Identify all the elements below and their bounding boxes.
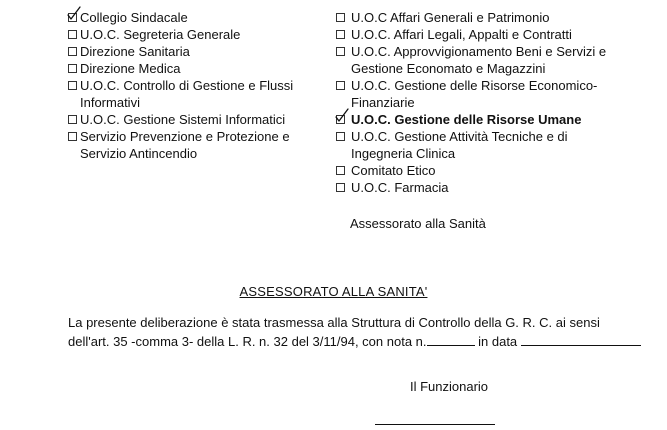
left-item bbox=[68, 9, 318, 26]
section-heading: ASSESSORATO ALLA SANITA' bbox=[239, 284, 428, 299]
paragraph-text-1: La presente deliberazione è stata trasmessa alla Struttura di Controllo della G. R. C. ai sensi dell'art. 35 -comma 3- della L. R. n. 32 del 3/11/94, con nota n. bbox=[68, 315, 600, 349]
transmission-paragraph bbox=[68, 313, 643, 351]
left-item bbox=[68, 43, 318, 60]
right-item bbox=[336, 128, 626, 162]
right-item bbox=[336, 9, 626, 26]
left-item bbox=[68, 128, 318, 162]
distribution-list-left bbox=[68, 9, 318, 162]
right-item-label: U.O.C Affari Generali e Patrimonio bbox=[351, 10, 550, 25]
handwritten-check-icon bbox=[335, 108, 349, 124]
date-blank bbox=[521, 332, 641, 346]
left-item-label: Direzione Medica bbox=[80, 61, 181, 76]
checkbox bbox=[336, 132, 345, 141]
right-item-label: U.O.C. Gestione Attività Tecniche e di Ingegneria Clinica bbox=[351, 129, 568, 161]
checkbox bbox=[336, 183, 345, 192]
left-item-label: U.O.C. Controllo di Gestione e Flussi Informativi bbox=[80, 78, 294, 110]
right-item bbox=[336, 179, 626, 196]
right-item bbox=[336, 111, 626, 128]
checkbox bbox=[68, 30, 77, 39]
left-item-label: Direzione Sanitaria bbox=[80, 44, 190, 59]
right-item bbox=[336, 26, 626, 43]
checkbox bbox=[68, 115, 77, 124]
signature-label: Il Funzionario bbox=[410, 379, 489, 394]
left-item-label: Collegio Sindacale bbox=[80, 10, 188, 25]
right-item bbox=[336, 43, 626, 77]
left-item bbox=[68, 26, 318, 43]
checkbox bbox=[68, 47, 77, 56]
right-item-label: U.O.C. Farmacia bbox=[351, 180, 449, 195]
right-item-label: Comitato Etico bbox=[351, 163, 436, 178]
checkbox bbox=[336, 47, 345, 56]
right-item-label: U.O.C. Gestione delle Risorse Umane bbox=[351, 112, 582, 127]
left-item-label: Servizio Prevenzione e Protezione e Servizio Antincendio bbox=[80, 129, 290, 161]
left-item bbox=[68, 111, 318, 128]
checked-checkbox bbox=[68, 13, 77, 22]
left-item-label: U.O.C. Gestione Sistemi Informatici bbox=[80, 112, 286, 127]
signature-line bbox=[375, 424, 495, 425]
right-item bbox=[336, 77, 626, 111]
distribution-list-right bbox=[336, 9, 626, 196]
right-item bbox=[336, 162, 626, 179]
checkbox bbox=[68, 132, 77, 141]
checked-checkbox bbox=[336, 115, 345, 124]
assessorato-label: Assessorato alla Sanità bbox=[350, 216, 486, 231]
checkbox bbox=[336, 13, 345, 22]
checkbox bbox=[68, 64, 77, 73]
right-item-label: U.O.C. Affari Legali, Appalti e Contratti bbox=[351, 27, 572, 42]
checkbox bbox=[336, 30, 345, 39]
checkbox bbox=[336, 166, 345, 175]
left-item bbox=[68, 60, 318, 77]
nota-number-blank bbox=[427, 332, 475, 346]
paragraph-text-2: in data bbox=[474, 334, 521, 349]
checkbox bbox=[68, 81, 77, 90]
right-item-label: U.O.C. Gestione delle Risorse Economico-Finanziarie bbox=[351, 78, 598, 110]
handwritten-check-icon bbox=[67, 6, 81, 22]
left-item bbox=[68, 77, 318, 111]
checkbox bbox=[336, 81, 345, 90]
right-item-label: U.O.C. Approvvigionamento Beni e Servizi e Gestione Economato e Magazzini bbox=[351, 44, 607, 76]
left-item-label: U.O.C. Segreteria Generale bbox=[80, 27, 241, 42]
